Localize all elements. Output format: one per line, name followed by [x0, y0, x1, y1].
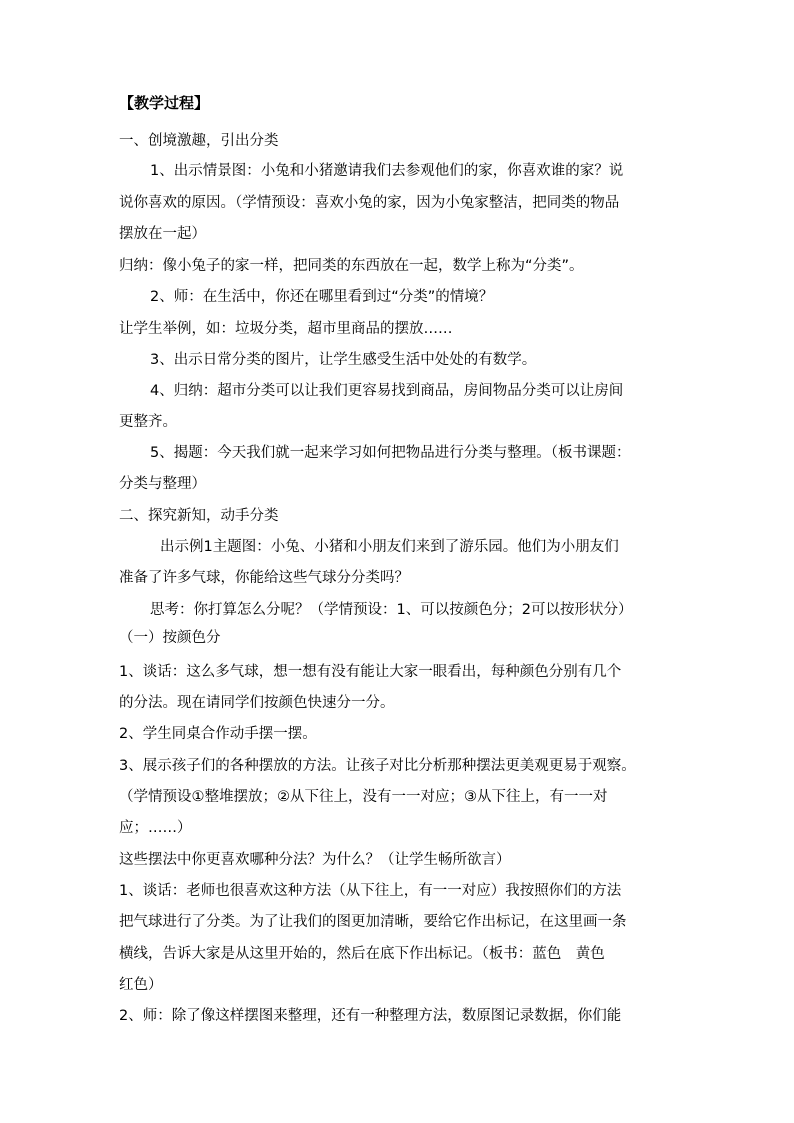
paragraph-line: 3、出示日常分类的图片，让学生感受生活中处处的有数学。: [150, 352, 537, 368]
heading-1: 一、创境激趣，引出分类: [119, 133, 279, 149]
paragraph-line: 横线，告诉大家是从这里开始的，然后在底下作出标记。（板书：蓝色 黄色: [119, 946, 605, 962]
paragraph-line: 这些摆法中你更喜欢哪种分法？为什么？（让学生畅所欲言）: [119, 852, 511, 868]
paragraph-line: 摆放在一起）: [119, 226, 206, 242]
subheading: （一）按颜色分: [119, 630, 221, 646]
paragraph-line: （学情预设①整堆摆放；②从下往上，没有一一对应；③从下往上，有一一对: [119, 789, 608, 805]
paragraph-line: 的分法。现在请同学们按颜色快速分一分。: [119, 695, 395, 711]
paragraph-line: 准备了许多气球，你能给这些气球分分类吗？: [119, 570, 409, 586]
paragraph-line: 出示例1主题图：小兔、小猪和小朋友们来到了游乐园。他们为小朋友们: [160, 539, 619, 555]
paragraph-line: 5、揭题：今天我们就一起来学习如何把物品进行分类与整理。（板书课题：: [150, 445, 631, 461]
paragraph-line: 红色）: [119, 977, 163, 993]
paragraph-line: 把气球进行了分类。为了让我们的图更加清晰，要给它作出标记，在这里画一条: [119, 914, 627, 930]
paragraph-line: 让学生举例，如：垃圾分类，超市里商品的摆放……: [119, 321, 453, 337]
paragraph-line: 2、师：在生活中，你还在哪里看到过“分类”的情境？: [150, 289, 494, 305]
paragraph-line: 1、谈话：老师也很喜欢这种方法（从下往上，有一一对应）我按照你们的方法: [119, 883, 622, 899]
paragraph-line: 1、谈话：这么多气球，想一想有没有能让大家一眼看出，每种颜色分别有几个: [119, 664, 622, 680]
paragraph-line: 3、展示孩子们的各种摆放的方法。让孩子对比分析那种摆法更美观更易于观察。: [119, 758, 636, 774]
paragraph-line: 说你喜欢的原因。（学情预设：喜欢小兔的家，因为小兔家整洁，把同类的物品: [119, 195, 620, 211]
paragraph-line: 应；……）: [119, 820, 192, 836]
paragraph-line: 归纳：像小兔子的家一样，把同类的东西放在一起，数学上称为“分类”。: [119, 258, 584, 274]
section-title: 【教学过程】: [119, 94, 210, 112]
heading-2: 二、探究新知，动手分类: [119, 508, 279, 524]
paragraph-line: 1、出示情景图：小兔和小猪邀请我们去参观他们的家，你喜欢谁的家？说: [150, 163, 624, 179]
paragraph-line: 2、学生同桌合作动手摆一摆。: [119, 726, 317, 742]
paragraph-line: 4、归纳：超市分类可以让我们更容易找到商品，房间物品分类可以让房间: [150, 383, 624, 399]
paragraph-line: 思考：你打算怎么分呢？（学情预设：1、可以按颜色分；2可以按形状分）: [150, 602, 633, 618]
paragraph-line: 分类与整理）: [119, 476, 206, 492]
paragraph-line: 更整齐。: [119, 414, 177, 430]
paragraph-line: 2、师：除了像这样摆图来整理，还有一种整理方法，数原图记录数据，你们能: [119, 1008, 622, 1024]
